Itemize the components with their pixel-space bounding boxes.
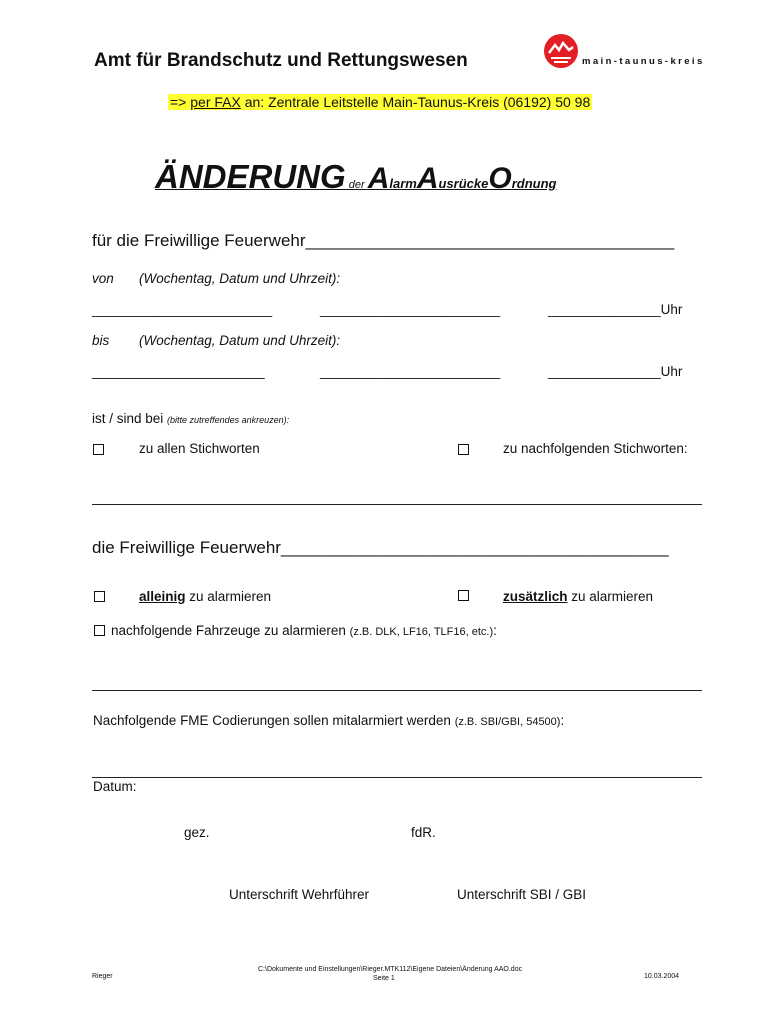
- keywords-line[interactable]: [92, 504, 702, 505]
- bis-day-field[interactable]: _______________________: [92, 364, 265, 379]
- von-label: von: [92, 271, 114, 286]
- all-keywords-checkbox[interactable]: [93, 444, 104, 455]
- bis-time-field[interactable]: _______________Uhr: [548, 364, 683, 379]
- zusaetzlich-checkbox[interactable]: [458, 590, 469, 601]
- fme-line[interactable]: [92, 777, 702, 778]
- form-heading: ÄNDERUNG der AlarmAusrückeOrdnung: [155, 158, 557, 195]
- von-day-field[interactable]: ________________________: [92, 302, 273, 317]
- vehicles-checkbox[interactable]: [94, 625, 105, 636]
- bis-date-field[interactable]: ________________________: [320, 364, 501, 379]
- fax-notice: => per FAX an: Zentrale Leitstelle Main-Taunus-Kreis (06192) 50 98: [170, 94, 591, 110]
- ist-label: ist / sind bei (bitte zutreffendes ankreuzen):: [92, 411, 290, 426]
- von-date-field[interactable]: ________________________: [320, 302, 501, 317]
- zusaetzlich-label: zusätzlich zu alarmieren: [503, 589, 654, 604]
- alleinig-checkbox[interactable]: [94, 591, 105, 602]
- vehicles-line[interactable]: [92, 690, 702, 691]
- office-title: Amt für Brandschutz und Rettungswesen: [94, 50, 468, 71]
- footer-path: C:\Dokumente und Einstellungen\Rieger.MTK112\Eigene Dateien\Änderung AAO.doc: [258, 966, 523, 973]
- gez-label: gez.: [184, 825, 210, 840]
- signature-wehrfuehrer[interactable]: Unterschrift Wehrführer: [229, 887, 370, 902]
- alleinig-label: alleinig zu alarmieren: [139, 589, 272, 604]
- fax-label: per FAX: [190, 94, 241, 110]
- vehicles-label: nachfolgende Fahrzeuge zu alarmieren (z.B. DLK, LF16, TLF16, etc.):: [111, 623, 497, 638]
- fire-brigade-field-2[interactable]: die Freiwillige Feuerwehr_________________________________________: [92, 538, 669, 557]
- main-taunus-kreis-logo-icon: [543, 33, 579, 69]
- footer-page: Seite 1: [373, 975, 395, 982]
- all-keywords-label: zu allen Stichworten: [139, 441, 260, 456]
- fdr-label: fdR.: [411, 825, 436, 840]
- bis-hint: (Wochentag, Datum und Uhrzeit):: [139, 333, 341, 348]
- von-time-field[interactable]: _______________Uhr: [548, 302, 683, 317]
- fire-brigade-field[interactable]: für die Freiwillige Feuerwehr_______________________________________: [92, 231, 675, 250]
- signature-sbi-gbi[interactable]: Unterschrift SBI / GBI: [457, 887, 587, 902]
- following-keywords-checkbox[interactable]: [458, 444, 469, 455]
- logo-text: main-taunus-kreis: [582, 56, 705, 67]
- following-keywords-label: zu nachfolgenden Stichworten:: [503, 441, 688, 456]
- footer-date: 10.03.2004: [644, 973, 680, 980]
- footer-author: Rieger: [92, 973, 113, 980]
- fme-label: Nachfolgende FME Codierungen sollen mitalarmiert werden (z.B. SBI/GBI, 54500):: [93, 713, 565, 728]
- datum-field[interactable]: Datum:: [93, 779, 137, 794]
- bis-label: bis: [92, 333, 110, 348]
- von-hint: (Wochentag, Datum und Uhrzeit):: [139, 271, 341, 286]
